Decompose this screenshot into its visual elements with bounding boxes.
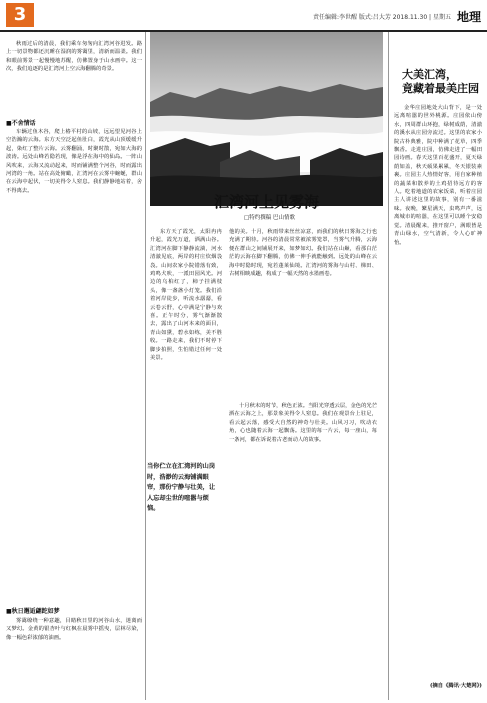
header-info: 责任编辑:李世醒 版式:吕大芳 2018.11.30 | 星期五 (312, 14, 451, 21)
page-number: 3 (6, 3, 34, 27)
column-2: 东方天了霞光，太阳冉冉升起，霞光万道，洒满山谷。汇湾河在脚下静静流淌，河水清澈见底，两岸的村庄炊烟袅袅。山间农家小院错落有致，鸡鸣犬吠，一派田园风光。河边的乌桕红了，柿子挂满枝头，像一盏盏小灯笼。我们沿着河岸徒步，听流水潺潺，看云卷云舒，心中满是宁静与欢喜。正午时分，雾气渐渐散去，露出了山河本来的面目，青山如黛，碧水如练，美不胜收。一路走来，我们不时停下脚步拍照，生怕错过任何一处美景。 (150, 229, 222, 362)
column-4: 十月秋末的时节，秋色正浓。当阳光穿透云层，金色的光芒洒在云海之上，那景象美得令人窒息。我们在观景台上驻足，看云起云落，感受大自然的神奇与壮美。山风习习，吹动衣角，心也随着云海一起飘荡。这里的每一片云，每一座山，每一条河，都在诉说着古老而动人的故事。 (229, 403, 377, 443)
side-divider (388, 32, 389, 700)
side-title-line-2: 竟藏着最美庄园 (402, 82, 479, 95)
side-title-line-1: 大美汇湾， (402, 68, 457, 81)
article-byline: □特约撰稿 巴山情歌 (244, 215, 295, 221)
column-1-autumn: 雾霭缭绕一种意趣，目睹秋日里的河谷山水，迷离而又梦幻。金黄的银杏叶与红枫在晨雾中摇曳，层林尽染，像一幅色彩浓郁的油画。 (6, 618, 142, 641)
side-title (402, 68, 479, 96)
cloud-sea-photo (150, 32, 383, 206)
column-1-intro: 秋雨过后的清晨，我们乘车匆匆向汇湾河谷进发。路上一切景物都还沉睡在湿润的雾霭里，清新而温柔。我们和眼前雾景一起慢慢地苏醒，仿佛置身于山水画中。这一次，我们追逐的是汇湾河上空云海翻腾的奇景。 (6, 41, 142, 73)
section-title: 地理 (456, 10, 481, 24)
subheading-autumn: ■秋日邂逅翩跎如梦 (6, 608, 60, 615)
cloud-sea-image (150, 32, 383, 206)
column-3: 他的美。十月，秋雨带来丝丝凉意，而我们的秋日雾海之行也充满了期待。河谷的清晨常常被浓雾笼罩，当雾气升腾，云海便在群山之间铺展开来，如梦如幻。我们站在山巅，看那白茫茫的云海在脚下翻腾，仿佛一伸手就能触到。远处的山峰在云海中时隐时现，宛若蓬莱仙境。汇湾河的雾海与山村、梯田、古树相映成趣，构成了一幅天然的水墨画卷。 (229, 229, 377, 278)
article-title: 汇湾河上见雾海 (214, 193, 320, 211)
column-1-clouds: 车辆过鱼木谷，爬上椿平村的山坡，远远望见河谷上空浩瀚的云海。东方天空泛起鱼肚白，霞光从山顶缓缓升起，染红了整片云海。云雾翻涌，时聚时散，宛如大海的波涛。远处山峰若隐若现，像是浮在海中的仙岛。一阵山风吹来，云海又流动起来，时而铺满整个河谷，时而露出河湾的一角。站在高处俯瞰，汇湾河在云雾中蜿蜒，群山在云海中起伏，一切美得令人窒息。我们静静地站着，舍不得离去。 (6, 129, 142, 194)
side-body: 金华庄园地处大山背下，是一处远离喧嚣的世外桃源。庄园依山傍水，四周群山环抱，绿树成荫，清澈的溪水从庄园旁流过。这里的农家小院古朴典雅，院中种满了花草，四季飘香。走进庄园，仿佛走进了一幅田园诗画。春天这里百花盛开，夏天绿荫如盖，秋天硕果累累，冬天银装素裹。庄园主人热情好客，用自家种植的蔬菜和散养的土鸡招待远方的客人。吃着地道的农家饭菜，听着庄园主人讲述这里的故事，别有一番滋味。夜晚，繁星满天，虫鸣声声，远离城市的喧嚣，在这里可以睡个安稳觉。清晨醒来，推开窗户，满眼皆是青山绿水，空气清新，令人心旷神怡。 (394, 105, 482, 246)
page-header (0, 0, 487, 32)
column-divider (145, 32, 146, 700)
side-credit: (摘自《腾讯·大楚网》) (430, 683, 482, 689)
pull-quote: 当你伫立在汇湾河的山岗时，浩渺的云海铺满眼帘，那份宁静与壮美，让人忘却尘世的喧嚣与烦恼。 (147, 463, 216, 512)
subheading-clouds: ■不舍情话 (6, 120, 36, 127)
